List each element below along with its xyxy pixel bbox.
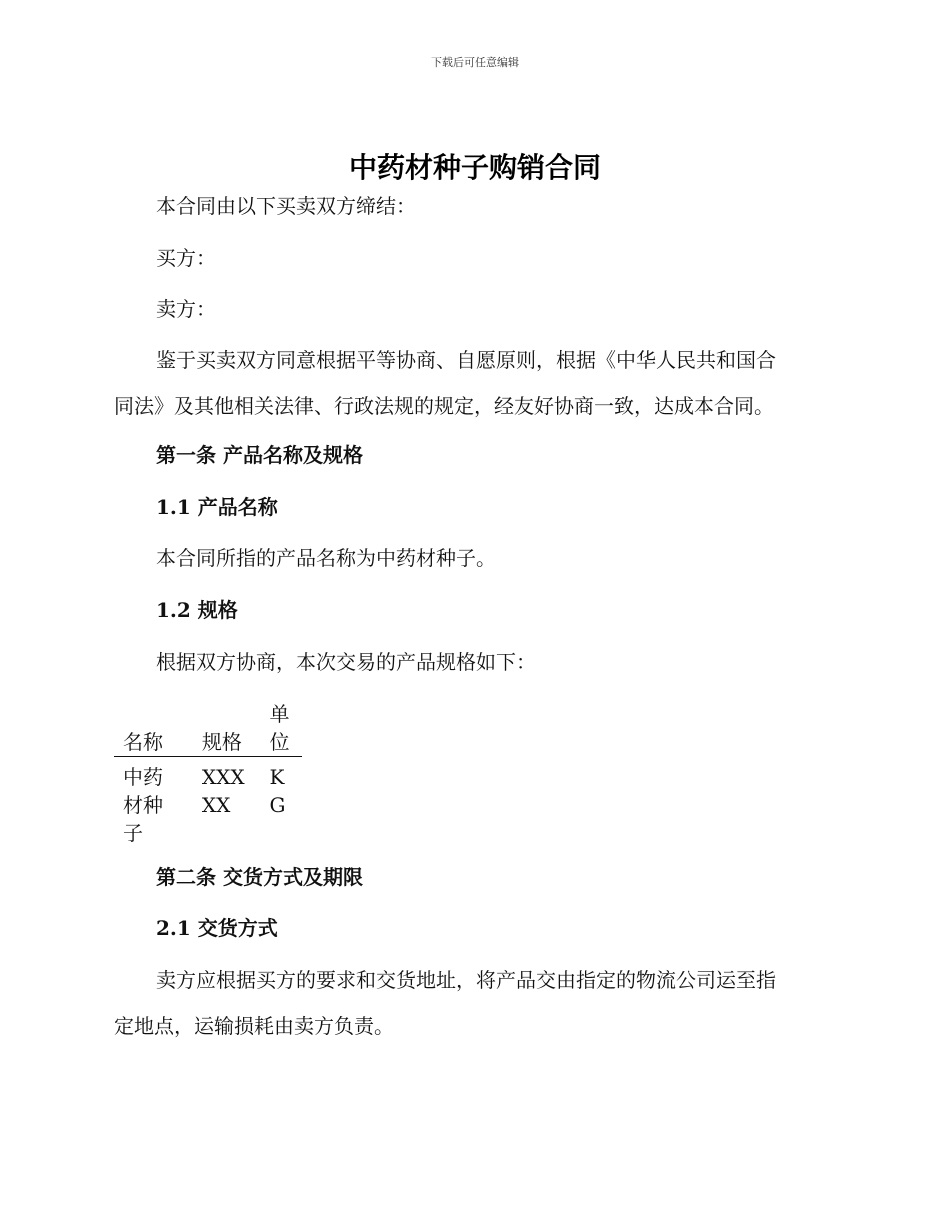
table-row bbox=[114, 757, 302, 848]
document-title: 中药材种子购销合同 bbox=[348, 151, 601, 184]
cell-spec-text: XXX XX bbox=[201, 765, 245, 817]
buyer-line: 买方： bbox=[156, 246, 216, 270]
section-2-1-heading: 2.1 交货方式 bbox=[156, 916, 278, 940]
cell-name bbox=[114, 757, 202, 848]
spec-table bbox=[114, 700, 302, 847]
header-name: 名称 bbox=[123, 730, 163, 754]
spec-table-header-row bbox=[114, 700, 302, 757]
section-1-1-heading: 1.1 产品名称 bbox=[156, 495, 278, 519]
section-1-1-text: 本合同所指的产品名称为中药材种子。 bbox=[156, 546, 496, 570]
section-2-1-text-line-1: 卖方应根据买方的要求和交货地址，将产品交由指定的物流公司运至指 bbox=[156, 968, 776, 992]
seller-line: 卖方： bbox=[156, 297, 216, 321]
article-1-heading: 第一条 产品名称及规格 bbox=[156, 443, 363, 467]
header-spec: 规格 bbox=[201, 730, 242, 754]
cell-unit-text: KG bbox=[269, 765, 286, 817]
section-2-1-text-line-2: 定地点，运输损耗由卖方负责。 bbox=[114, 1014, 394, 1038]
header-note: 下载后可任意编辑 bbox=[431, 56, 519, 69]
cell-spec bbox=[202, 757, 270, 848]
header-unit bbox=[270, 700, 302, 757]
article-2-heading: 第二条 交货方式及期限 bbox=[156, 865, 363, 889]
intro-paragraph: 本合同由以下买卖双方缔结： bbox=[156, 194, 416, 218]
cell-unit bbox=[270, 757, 302, 848]
preamble-line-2: 同法》及其他相关法律、行政法规的规定，经友好协商一致，达成本合同。 bbox=[114, 394, 774, 418]
preamble-line-1: 鉴于买卖双方同意根据平等协商、自愿原则，根据《中华人民共和国合 bbox=[156, 348, 776, 372]
header-unit-text: 单位 bbox=[269, 702, 290, 754]
section-1-2-text: 根据双方协商，本次交易的产品规格如下： bbox=[156, 650, 536, 674]
section-1-2-heading: 1.2 规格 bbox=[156, 598, 238, 622]
cell-name-text: 中药材种子 bbox=[123, 765, 163, 845]
